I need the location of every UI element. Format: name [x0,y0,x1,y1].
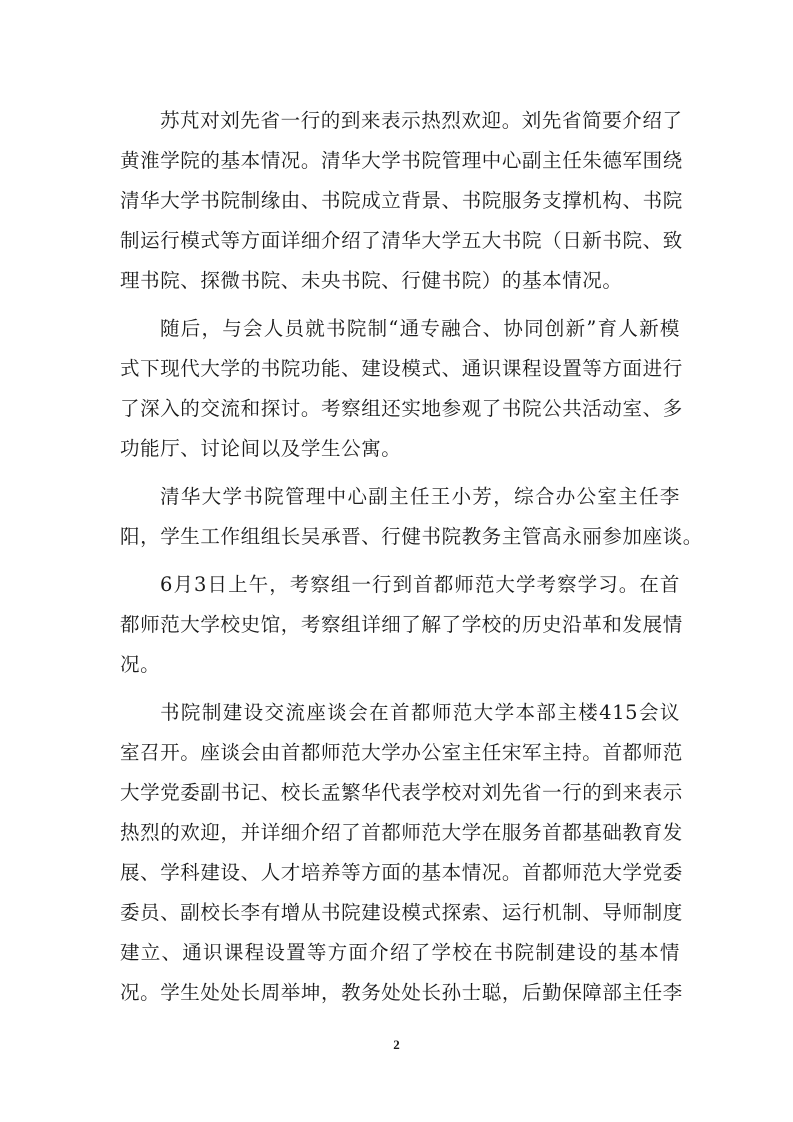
paragraph-line: 了深入的交流和探讨。考察组还实地参观了书院公共活动室、多 [120,397,683,420]
paragraph-line: 委员、副校长李有增从书院建设模式探索、运行机制、导师制度 [120,901,683,924]
paragraph-line: 式下现代大学的书院功能、建设模式、通识课程设置等方面进行 [120,357,683,380]
paragraph-line: 随后，与会人员就书院制“通专融合、协同创新”育人新模 [160,317,680,340]
page-number: 2 [393,1037,400,1052]
paragraph-line: 功能厅、讨论间以及学生公寓。 [120,437,402,460]
paragraph-line: 清华大学书院管理中心副主任王小芳，综合办公室主任李 [160,485,680,508]
paragraph-line: 苏芃对刘先省一行的到来表示热烈欢迎。刘先省简要介绍了 [160,109,683,132]
paragraph-line: 室召开。座谈会由首都师范大学办公室主任宋军主持。首都师范 [120,741,683,764]
paragraph-line: 热烈的欢迎，并详细介绍了首都师范大学在服务首都基础教育发 [120,821,683,844]
paragraph-line: 大学党委副书记、校长孟繁华代表学校对刘先省一行的到来表示 [120,781,683,804]
paragraph-line: 阳，学生工作组组长吴承晋、行健书院教务主管高永丽参加座谈。 [120,525,703,548]
paragraph-line: 清华大学书院制缘由、书院成立背景、书院服务支撑机构、书院 [120,189,683,212]
paragraph-line: 都师范大学校史馆，考察组详细了解了学校的历史沿革和发展情 [120,613,683,636]
paragraph-line: 书院制建设交流座谈会在首都师范大学本部主楼415会议 [160,701,680,724]
paragraph-line: 6月3日上午，考察组一行到首都师范大学考察学习。在首 [160,573,680,596]
paragraph-line: 展、学科建设、人才培养等方面的基本情况。首都师范大学党委 [120,861,683,884]
paragraph-line: 建立、通识课程设置等方面介绍了学校在书院制建设的基本情 [120,941,680,964]
paragraph-line: 况。学生处处长周举坤，教务处处长孙士聪，后勤保障部主任李 [120,981,683,1004]
paragraph-line: 理书院、探微书院、未央书院、行健书院）的基本情况。 [120,269,623,292]
paragraph-line: 黄淮学院的基本情况。清华大学书院管理中心副主任朱德军围绕 [120,149,683,172]
paragraph-line: 制运行模式等方面详细介绍了清华大学五大书院（日新书院、致 [120,229,683,252]
paragraph-line: 况。 [120,653,161,676]
